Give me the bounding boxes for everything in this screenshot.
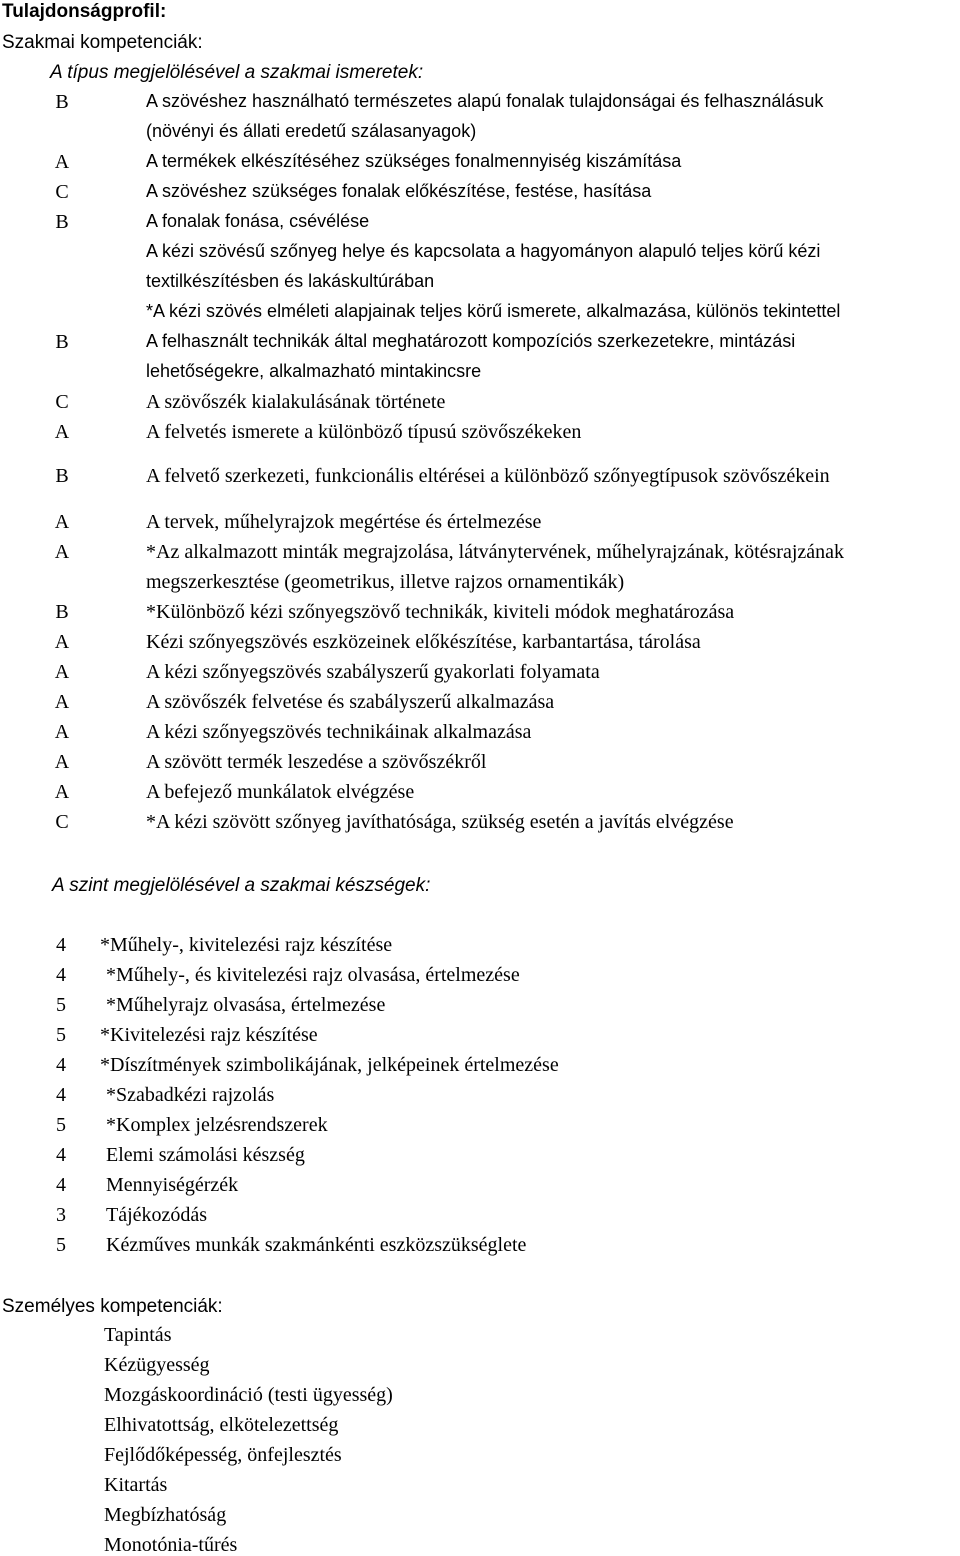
knowledge-type-code: A [54,631,70,653]
personal-competency-item: Monotónia-tűrés [104,1534,238,1556]
knowledge-item-text: A kézi szövésű szőnyeg helye és kapcsolata a hagyományon alapuló teljes körű kézi [146,241,821,261]
personal-competency-item: Elhivatottság, elkötelezettség [104,1414,339,1436]
knowledge-heading: A típus megjelölésével a szakmai ismeretek: [50,62,424,83]
personal-competency-item: Mozgáskoordináció (testi ügyesség) [104,1384,393,1406]
knowledge-item-text: A kézi szőnyegszövés szabályszerű gyakorlati folyamata [146,661,600,683]
skill-text: *Díszítmények szimbolikájának, jelképeinek értelmezése [100,1054,559,1076]
knowledge-type-code: C [55,391,69,413]
knowledge-item-text: textilkészítésben és lakáskultúrában [146,271,435,291]
knowledge-type-code: A [54,541,70,563]
knowledge-item-text: A kézi szőnyegszövés technikáinak alkalmazása [146,721,532,743]
knowledge-item-text: *A kézi szövött szőnyeg javíthatósága, szükség esetén a javítás elvégzése [146,811,734,833]
skill-level: 4 [56,1054,66,1076]
knowledge-item-text: A termékek elkészítéséhez szükséges fonalmennyiség kiszámítása [146,151,682,171]
professional-competencies-heading: Szakmai kompetenciák: [2,32,203,53]
personal-competency-item: Fejlődőképesség, önfejlesztés [104,1444,342,1466]
knowledge-type-code: B [55,211,69,233]
knowledge-type-code: B [55,601,69,623]
knowledge-item-text: A szövött termék leszedése a szövőszékről [146,751,487,773]
knowledge-type-code: B [55,331,69,353]
skill-level: 3 [56,1204,66,1226]
knowledge-type-code: B [55,91,69,113]
knowledge-item-text: megszerkesztése (geometrikus, illetve rajzos ornamentikák) [146,571,625,593]
personal-competency-item: Tapintás [104,1324,172,1346]
skill-level: 5 [56,1234,66,1256]
knowledge-type-code: C [55,181,69,203]
skill-text: *Komplex jelzésrendszerek [106,1114,328,1136]
knowledge-type-code: A [54,691,70,713]
knowledge-type-code: A [54,781,70,803]
knowledge-type-code: A [54,151,70,173]
skill-text: Tájékozódás [106,1204,208,1226]
knowledge-item-text: A fonalak fonása, csévélése [146,211,370,231]
skill-text: *Szabadkézi rajzolás [106,1084,275,1106]
knowledge-type-code: A [54,421,70,443]
skill-level: 5 [56,994,66,1016]
knowledge-item-text: A szövőszék kialakulásának története [146,391,446,413]
knowledge-item-text: A felvetés ismerete a különböző típusú szövőszékeken [146,421,582,443]
knowledge-type-code: A [54,511,70,533]
skill-level: 4 [56,934,66,956]
knowledge-type-code: C [55,811,69,833]
knowledge-item-text: A szövéshez használható természetes alapú fonalak tulajdonságai és felhasználásuk [146,91,824,111]
skill-text: *Műhelyrajz olvasása, értelmezése [106,994,386,1016]
skill-level: 4 [56,1174,66,1196]
knowledge-item-text: *Különböző kézi szőnyegszövő technikák, kiviteli módok meghatározása [146,601,735,623]
knowledge-item-text: *A kézi szövés elméleti alapjainak teljes körű ismerete, alkalmazása, különös tekintettel [146,301,841,321]
knowledge-type-code: B [55,465,69,487]
skill-level: 5 [56,1024,66,1046]
skill-level: 4 [56,964,66,986]
knowledge-item-text: A tervek, műhelyrajzok megértése és értelmezése [146,511,542,533]
knowledge-type-code: A [54,721,70,743]
personal-competency-item: Kézügyesség [104,1354,210,1376]
skill-text: *Műhely-, és kivitelezési rajz olvasása, értelmezése [106,964,520,986]
knowledge-type-code: A [54,661,70,683]
skill-text: Kézműves munkák szakmánkénti eszközszükséglete [106,1234,527,1256]
skill-level: 4 [56,1144,66,1166]
skill-text: Mennyiségérzék [106,1174,239,1196]
knowledge-item-text: (növényi és állati eredetű szálasanyagok) [146,121,477,141]
skill-text: *Műhely-, kivitelezési rajz készítése [100,934,393,956]
knowledge-item-text: *Az alkalmazott minták megrajzolása, látványtervének, műhelyrajzának, kötésrajzának [146,541,845,563]
skill-text: Elemi számolási készség [106,1144,305,1166]
skill-level: 5 [56,1114,66,1136]
personal-competency-item: Megbízhatóság [104,1504,227,1526]
knowledge-item-text: Kézi szőnyegszövés eszközeinek előkészítése, karbantartása, tárolása [146,631,701,653]
knowledge-item-text: A felvető szerkezeti, funkcionális eltérései a különböző szőnyegtípusok szövőszékein [146,465,830,487]
skill-level: 4 [56,1084,66,1106]
skills-heading: A szint megjelölésével a szakmai készségek: [52,875,431,896]
knowledge-item-text: lehetőségekre, alkalmazható mintakincsre [146,361,482,381]
knowledge-item-text: A szövéshez szükséges fonalak előkészítése, festése, hasítása [146,181,652,201]
knowledge-type-code: A [54,751,70,773]
knowledge-item-text: A felhasznált technikák által meghatározott kompozíciós szerkezetekre, mintázási [146,331,796,351]
knowledge-item-text: A szövőszék felvetése és szabályszerű alkalmazása [146,691,555,713]
page-title: Tulajdonságprofil: [2,1,167,22]
personal-competencies-heading: Személyes kompetenciák: [2,1296,223,1317]
personal-competency-item: Kitartás [104,1474,168,1496]
skill-text: *Kivitelezési rajz készítése [100,1024,318,1046]
knowledge-item-text: A befejező munkálatok elvégzése [146,781,415,803]
